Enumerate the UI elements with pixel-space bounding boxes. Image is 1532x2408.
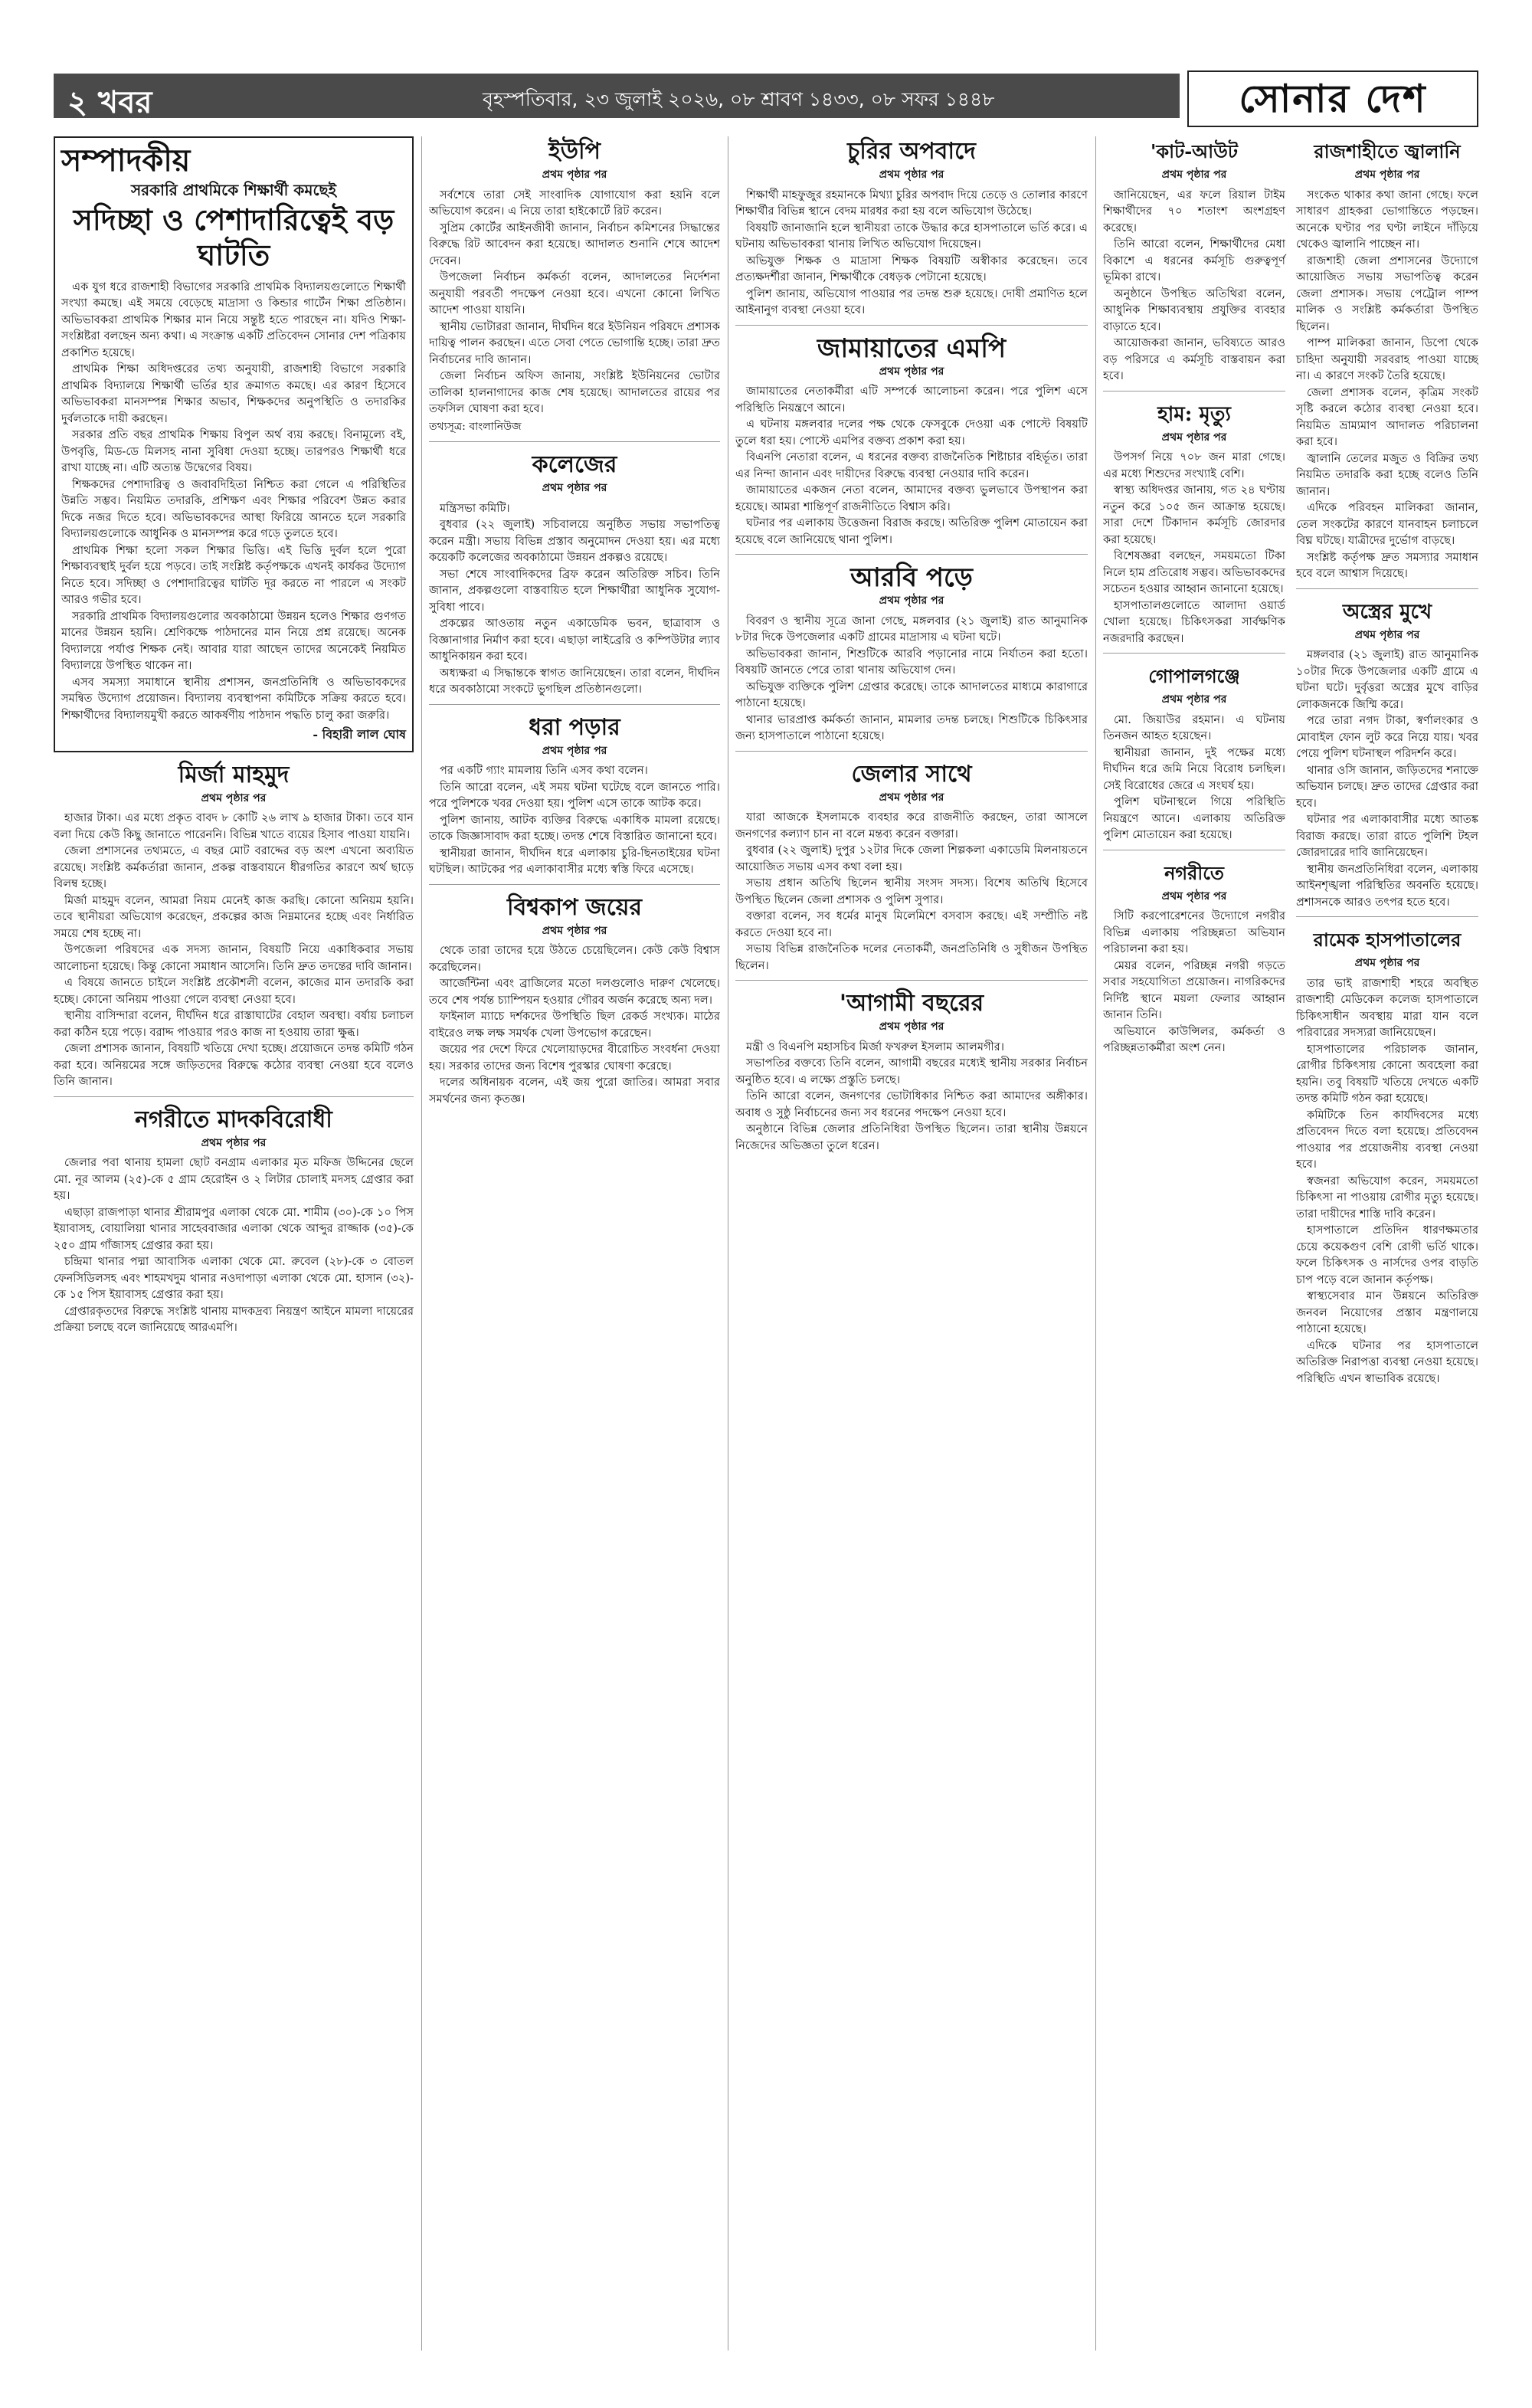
headline-gopal: গোপালগঞ্জে — [1148, 665, 1240, 687]
article-paragraph: সংশ্লিষ্ট কর্তৃপক্ষ দ্রুত সমস্যার সমাধান হবে বলে আশ্বাস দিয়েছে। — [1296, 550, 1478, 580]
article-paragraph: জেলা প্রশাসক জানান, বিষয়টি খতিয়ে দেখা হচ্ছে। প্রয়োজনে তদন্ত কমিটি গঠন করা হবে। অনিয়মের সঙ্গে জড়িতদের বিরুদ্ধে কঠোর ব্যবস্থা নেওয়া হবে বলেও তিনি জানান। — [54, 1042, 414, 1088]
article-paragraph: কমিটিকে তিন কার্যদিবসের মধ্যে প্রতিবেদন দিতে বলা হয়েছে। প্রতিবেদন পাওয়ার পর প্রয়োজনীয় ব্যবস্থা নেওয়া হবে। — [1296, 1108, 1478, 1171]
article-paragraph: থানার ভারপ্রাপ্ত কর্মকর্তা জানান, মামলার তদন্ত চলছে। শিশুটিকে চিকিৎসার জন্য হাসপাতালে পাঠানো হয়েছে। — [735, 713, 1088, 742]
article-paragraph: এ বিষয়ে জানতে চাইলে সংশ্লিষ্ট প্রকৌশলী বলেন, কাজের মান তদারকি করা হচ্ছে। কোনো অনিয়ম পাওয়া গেলে ব্যবস্থা নেওয়া হবে। — [54, 976, 414, 1006]
article-paragraph: স্বাস্থ্য অধিদপ্তর জানায়, গত ২৪ ঘণ্টায় নতুন করে ১০৫ জন আক্রান্ত হয়েছে। সারা দেশে টিকাদান কর্মসূচি জোরদার করা হয়েছে। — [1103, 483, 1285, 546]
article-paragraph: উপজেলা পরিষদের এক সদস্য জানান, বিষয়টি নিয়ে একাধিকবার সভায় আলোচনা হয়েছে। কিন্তু কোনো সমাধান আসেনি। তিনি দ্রুত তদন্তের দাবি জানান। — [54, 943, 414, 973]
article-paragraph: স্থানীয় বাসিন্দারা বলেন, দীর্ঘদিন ধরে রাস্তাঘাটের বেহাল অবস্থা। বর্ষায় চলাচল করা কঠিন হয়ে পড়ে। বরাদ্দ পাওয়ার পরও কাজ না হওয়ায় তারা ক্ষুব্ধ। — [54, 1009, 414, 1039]
article-paragraph: এদিকে ঘটনার পর হাসপাতালে অতিরিক্ত নিরাপত্তা ব্যবস্থা নেওয়া হয়েছে। পরিস্থিতি এখন স্বাভাবিক রয়েছে। — [1296, 1338, 1478, 1385]
article-paragraph: ঘটনার পর এলাকাবাসীর মধ্যে আতঙ্ক বিরাজ করছে। তারা রাতে পুলিশি টহল জোরদারের দাবি জানিয়েছেন। — [1296, 813, 1478, 859]
continued-label: প্রথম পৃষ্ঠার পর — [1161, 693, 1227, 706]
editorial-paragraph: সরকারি প্রাথমিক বিদ্যালয়গুলোর অবকাঠামো উন্নয়ন হলেও শিক্ষার গুণগত মানের উন্নয়ন হয়নি। শ্রেণিকক্ষে পাঠদানের মান নিয়ে প্রশ্ন রয়েছে। অনেক বিদ্যালয়ে পর্যাপ্ত শিক্ষক নেই। আবার যারা আছেন তাদের অনেকেই নিয়মিত বিদ্যালয়ে উপস্থিত থাকেন না। — [61, 609, 406, 672]
article-paragraph: জামায়াতের নেতাকর্মীরা এটি সম্পর্কে আলোচনা করেন। পরে পুলিশ এসে পরিস্থিতি নিয়ন্ত্রণে আনে। — [735, 385, 1088, 414]
article-paragraph: পাম্প মালিকরা জানান, ডিপো থেকে চাহিদা অনুযায়ী সরবরাহ পাওয়া যাচ্ছে না। এ কারণে সংকট তৈরি হয়েছে। — [1296, 336, 1478, 382]
headline-drug: নগরীতে মাদকবিরোধী — [135, 1106, 332, 1133]
headline-arabi: আরবি পড়ে — [850, 562, 973, 593]
article-paragraph: শিক্ষার্থী মাহফুজুর রহমানকে মিথ্যা চুরির অপবাদ দিয়ে তেড়ে ও তোলার কারণে শিক্ষার্থীর বিভিন্ন স্থানে বেদম মারধর করা হয় বলে অভিযোগ উঠেছে। — [735, 188, 1088, 218]
article-paragraph: পুলিশ জানায়, অভিযোগ পাওয়ার পর তদন্ত শুরু হয়েছে। দোষী প্রমাণিত হলে আইনানুগ ব্যবস্থা নেওয়া হবে। — [735, 287, 1088, 316]
article-paragraph: বিশেষজ্ঞরা বলছেন, সময়মতো টিকা নিলে হাম প্রতিরোধ সম্ভব। অভিভাবকদের সচেতন হওয়ার আহ্বান জানানো হয়েছে। — [1103, 549, 1285, 595]
editorial-box — [54, 136, 414, 752]
continued-label: প্রথম পৃষ্ঠার পর — [542, 924, 607, 937]
article-paragraph: মো. জিয়াউর রহমান। এ ঘটনায় তিনজন আহত হয়েছেন। — [1103, 713, 1285, 742]
editorial-paragraph: প্রাথমিক শিক্ষা হলো সকল শিক্ষার ভিত্তি। এই ভিত্তি দুর্বল হলে পুরো শিক্ষাব্যবস্থাই দুর্বল হয়ে পড়বে। তাই সংশ্লিষ্ট কর্তৃপক্ষকে এখনই কার্যকর উদ্যোগ নিতে হবে। সদিচ্ছা ও পেশাদারিত্বের ঘাটতি দূর করতে না পারলে এ সংকট আরও গভীর হবে। — [61, 543, 406, 606]
column-1 — [54, 136, 414, 2351]
date-line: বৃহস্পতিবার, ২৩ জুলাই ২০২৬, ০৮ শ্রাবণ ১৪৩৩, ০৮ সফর ১৪৪৮ — [483, 88, 995, 110]
continued-label: প্রথম পৃষ্ঠার পর — [542, 744, 607, 757]
article-paragraph: সভায় বিভিন্ন রাজনৈতিক দলের নেতাকর্মী, জনপ্রতিনিধি ও সুধীজন উপস্থিত ছিলেন। — [735, 942, 1088, 972]
article-paragraph: অভিযুক্ত শিক্ষক ও মাদ্রাসা শিক্ষক বিষয়টি অস্বীকার করেছেন। তবে প্রত্যক্ষদর্শীরা জানান, শিক্ষার্থীকে বেধড়ক পেটানো হয়েছে। — [735, 254, 1088, 283]
article-paragraph: তার ভাই রাজশাহী শহরে অবস্থিত রাজশাহী মেডিকেল কলেজ হাসপাতালে চিকিৎসাধীন অবস্থায় মারা যান বলে পরিবারের সদস্যরা জানিয়েছেন। — [1296, 976, 1478, 1039]
editorial-subtitle: সরকারি প্রাথমিকে শিক্ষার্থী কমছেই — [130, 181, 337, 199]
editorial-paragraph: সরকার প্রতি বছর প্রাথমিক শিক্ষায় বিপুল অর্থ ব্যয় করছে। বিনামূল্যে বই, উপবৃত্তি, মিড-ডে মিলসহ নানা সুবিধা দেওয়া হচ্ছে। তারপরও শিক্ষার্থী ধরে রাখা যাচ্ছে না। এটি অত্যন্ত উদ্বেগের বিষয়। — [61, 428, 406, 474]
article-paragraph: দলের অধিনায়ক বলেন, এই জয় পুরো জাতির। আমরা সবার সমর্থনের জন্য কৃতজ্ঞ। — [429, 1076, 720, 1106]
column-3 — [735, 136, 1088, 2351]
article-paragraph: যারা আজকে ইসলামকে ব্যবহার করে রাজনীতি করছেন, তারা আসলে জনগণের কল্যাণ চান না বলে মন্তব্য করেন বক্তারা। — [735, 811, 1088, 840]
article-paragraph: এছাড়া রাজপাড়া থানার শ্রীরামপুর এলাকা থেকে মো. শামীম (৩০)-কে ১০ পিস ইয়াবাসহ, বোয়ালিয়া থানার সাহেববাজার এলাকা থেকে আব্দুর রাজ্জাক (৩৫)-কে ২৫০ গ্রাম গাঁজাসহ গ্রেপ্তার করা হয়। — [54, 1205, 414, 1252]
headline-ramek: রামেক হাসপাতালের — [1313, 929, 1462, 951]
editorial-headline: সদিচ্ছা ও পেশাদারিত্বেই বড় ঘাটতি — [73, 201, 394, 272]
article-paragraph: মির্জা মাহমুদ বলেন, আমরা নিয়ম মেনেই কাজ করছি। কোনো অনিয়ম হয়নি। তবে স্থানীয়রা অভিযোগ করেছেন, প্রকল্পের কাজ নিম্নমানের হচ্ছে এবং নির্ধারিত সময়ে শেষ হচ্ছে না। — [54, 893, 414, 940]
article-paragraph: স্থানীয়রা জানান, দুই পক্ষের মধ্যে দীর্ঘদিন ধরে জমি নিয়ে বিরোধ চলছিল। সেই বিরোধের জেরে এ সংঘর্ষ হয়। — [1103, 745, 1285, 792]
article-paragraph: অধ্যক্ষরা এ সিদ্ধান্তকে স্বাগত জানিয়েছেন। তারা বলেন, দীর্ঘদিন ধরে অবকাঠামো সংকটে ভুগছিল প্রতিষ্ঠানগুলো। — [429, 666, 720, 696]
article-paragraph: এদিকে পরিবহন মালিকরা জানান, তেল সংকটের কারণে যানবাহন চলাচলে বিঘ্ন ঘটছে। যাত্রীদের দুর্ভোগ বাড়ছে। — [1296, 501, 1478, 547]
article-paragraph: মঙ্গলবার (২১ জুলাই) রাত আনুমানিক ১০টার দিকে উপজেলার একটি গ্রামে এ ঘটনা ঘটে। দুর্বৃত্তরা অস্ত্রের মুখে বাড়ির লোকজনকে জিম্মি করে। — [1296, 648, 1478, 711]
article-paragraph: সভা শেষে সাংবাদিকদের ব্রিফ করেন অতিরিক্ত সচিব। তিনি জানান, প্রকল্পগুলো বাস্তবায়িত হলে শিক্ষার্থীরা আধুনিক সুযোগ-সুবিধা পাবে। — [429, 567, 720, 614]
article-paragraph: জেলার পবা থানায় হামলা ছোট বনগ্রাম এলাকার মৃত মফিজ উদ্দিনের ছেলে মো. নূর আলম (২৫)-কে ৫ গ্রাম হেরোইন ও ২ লিটার চোলাই মদসহ গ্রেপ্তার করা হয়। — [54, 1156, 414, 1202]
article-paragraph: অভিযুক্ত ব্যক্তিকে পুলিশ গ্রেপ্তার করেছে। তাকে আদালতের মাধ্যমে কারাগারে পাঠানো হয়েছে। — [735, 680, 1088, 709]
article-paragraph: বিষয়টি জানাজানি হলে স্থানীয়রা তাকে উদ্ধার করে হাসপাতালে ভর্তি করে। এ ঘটনায় অভিভাবকরা থানায় লিখিত অভিযোগ দিয়েছেন। — [735, 221, 1088, 251]
headline-nogori: নগরীতে — [1164, 861, 1224, 884]
page-label: ২ খবর — [67, 85, 152, 120]
continued-label: প্রথম পৃষ্ঠার পর — [879, 169, 944, 181]
article-paragraph: স্থানীয় ভোটাররা জানান, দীর্ঘদিন ধরে ইউনিয়ন পরিষদে প্রশাসক দায়িত্ব পালন করছেন। এতে সেবা পেতে ভোগান্তি হচ্ছে। তারা দ্রুত নির্বাচনের দাবি জানান। — [429, 319, 720, 366]
article-paragraph: তিনি আরো বলেন, এই সময় ঘটনা ঘটেছে বলে জানতে পারি। পরে পুলিশকে খবর দেওয়া হয়। পুলিশ এসে তাকে আটক করে। — [429, 780, 720, 810]
header-bar — [54, 74, 1180, 118]
article-paragraph: অভিযানে কাউন্সিলর, কর্মকর্তা ও পরিচ্ছন্নতাকর্মীরা অংশ নেন। — [1103, 1024, 1285, 1054]
article-paragraph: চন্দ্রিমা থানার পদ্মা আবাসিক এলাকা থেকে মো. রুবেল (২৮)-কে ৩ বোতল ফেনসিডিলসহ এবং শাহমখদুম থানার নওদাপাড়া এলাকা থেকে মো. হাসান (৩২)-কে ১৫ পিস ইয়াবাসহ গ্রেপ্তার করা হয়। — [54, 1255, 414, 1301]
editorial-paragraph: এক যুগ ধরে রাজশাহী বিভাগের সরকারি প্রাথমিক বিদ্যালয়গুলোতে শিক্ষার্থী সংখ্যা কমছে। এই সময়ে বেড়েছে মাদ্রাসা ও কিন্ডার গার্টেন শিক্ষা প্রতিষ্ঠান। অভিভাবকরা প্রাথমিক শিক্ষার মান নিয়ে সন্তুষ্ট হতে পারছেন না। যদিও শিক্ষা-সংশ্লিষ্টরা বলছেন অন্য কথা। এ সংক্রান্ত একটি প্রতিবেদন সোনার দেশ পত্রিকায় প্রকাশিত হয়েছে। — [61, 280, 406, 359]
article-paragraph: হাসপাতালগুলোতে আলাদা ওয়ার্ড খোলা হয়েছে। চিকিৎসকরা সার্বক্ষণিক নজরদারি করছেন। — [1103, 598, 1285, 645]
continued-label: প্রথম পৃষ্ঠার পর — [879, 595, 944, 607]
article-paragraph: পুলিশ ঘটনাস্থলে গিয়ে পরিস্থিতি নিয়ন্ত্রণে আনে। এলাকায় অতিরিক্ত পুলিশ মোতায়েন করা হয়েছে। — [1103, 795, 1285, 841]
editorial-paragraph: এসব সমস্যা সমাধানে স্থানীয় প্রশাসন, জনপ্রতিনিধি ও অভিভাবকদের সমন্বিত উদ্যোগ প্রয়োজন। বিদ্যালয় ব্যবস্থাপনা কমিটিকে সক্রিয় করতে হবে। শিক্ষার্থীদের বিদ্যালয়মুখী করতে আকর্ষণীয় পাঠদান পদ্ধতি চালু করা জরুরি। — [61, 675, 406, 722]
article-paragraph: তিনি আরো বলেন, জনগণের ভোটাধিকার নিশ্চিত করা আমাদের অঙ্গীকার। অবাধ ও সুষ্ঠু নির্বাচনের জন্য সব ধরনের পদক্ষেপ নেওয়া হবে। — [735, 1089, 1088, 1119]
article-paragraph: জেলা নির্বাচন অফিস জানায়, সংশ্লিষ্ট ইউনিয়নের ভোটার তালিকা হালনাগাদের কাজ শেষ হয়েছে। আদালতের রায়ের পর তফসিল ঘোষণা করা হবে। — [429, 369, 720, 415]
article-paragraph: বুধবার (২২ জুলাই) দুপুর ১২টার দিকে জেলা শিল্পকলা একাডেমি মিলনায়তনে আয়োজিত সভায় এসব কথা বলা হয়। — [735, 844, 1088, 873]
article-paragraph: আয়োজকরা জানান, ভবিষ্যতে আরও বড় পরিসরে এ কর্মসূচি বাস্তবায়ন করা হবে। — [1103, 336, 1285, 382]
column-2 — [429, 136, 720, 2351]
headline-churi: চুরির অপবাদে — [847, 138, 976, 165]
article-paragraph: মন্ত্রিসভা কমিটি। — [440, 501, 510, 515]
editorial-signature: - বিহারী লাল ঘোষ — [313, 727, 406, 742]
article-paragraph: হাসপাতালের পরিচালক জানান, রোগীর চিকিৎসায় কোনো অবহেলা করা হয়নি। তবু বিষয়টি খতিয়ে দেখতে একটি তদন্ত কমিটি গঠন করা হয়েছে। — [1296, 1042, 1478, 1105]
headline-mirza: মির্জা মাহমুদ — [178, 761, 290, 788]
article-paragraph: এ ঘটনায় মঙ্গলবার দলের পক্ষ থেকে ফেসবুকে দেওয়া এক পোস্টে বিষয়টি তুলে ধরা হয়। পোস্টে এমপির বক্তব্য প্রকাশ করা হয়। — [735, 418, 1088, 447]
headline-cutout: 'কাট-আউট — [1151, 140, 1238, 162]
article-paragraph: স্থানীয় জনপ্রতিনিধিরা বলেন, এলাকায় আইনশৃঙ্খলা পরিস্থিতির অবনতি হয়েছে। প্রশাসনকে আরও তৎপর হতে হবে। — [1296, 862, 1478, 909]
article-paragraph: জয়ের পর দেশে ফিরে খেলোয়াড়দের বীরোচিত সংবর্ধনা দেওয়া হয়। সরকার তাদের জন্য বিশেষ পুরস্কার ঘোষণা করেছে। — [429, 1043, 720, 1073]
continued-label: প্রথম পৃষ্ঠার পর — [1354, 628, 1420, 641]
article-paragraph: ফাইনাল ম্যাচে দর্শকদের উপস্থিতি ছিল রেকর্ড সংখ্যক। মাঠের বাইরেও লক্ষ লক্ষ সমর্থক খেলা উপভোগ করেছেন। — [429, 1010, 720, 1040]
page-header — [54, 74, 1478, 124]
article-paragraph: পুলিশ জানায়, আটক ব্যক্তির বিরুদ্ধে একাধিক মামলা রয়েছে। তাকে জিজ্ঞাসাবাদ করা হচ্ছে। তদন্ত শেষে বিস্তারিত জানানো হবে। — [429, 813, 720, 843]
article-paragraph: সংকেত থাকার কথা জানা গেছে। ফলে সাধারণ গ্রাহকরা ভোগান্তিতে পড়ছেন। অনেকে ঘণ্টার পর ঘণ্টা লাইনে দাঁড়িয়ে থেকেও জ্বালানি পাচ্ছেন না। — [1296, 188, 1478, 251]
article-paragraph: সভায় প্রধান অতিথি ছিলেন স্থানীয় সংসদ সদস্য। বিশেষ অতিথি হিসেবে উপস্থিত ছিলেন জেলা প্রশাসক ও পুলিশ সুপার। — [735, 876, 1088, 906]
article-paragraph: অভিভাবকরা জানান, শিশুটিকে আরবি পড়ানোর নামে নির্যাতন করা হতো। বিষয়টি জানতে পেরে তারা থানায় অভিযোগ দেন। — [735, 647, 1088, 677]
article-paragraph: বিবরণ ও স্থানীয় সূত্রে জানা গেছে, মঙ্গলবার (২১ জুলাই) রাত আনুমানিক ৮টার দিকে উপজেলার একটি গ্রামের মাদ্রাসায় এ ঘটনা ঘটে। — [735, 614, 1088, 644]
article-paragraph: রাজশাহী জেলা প্রশাসনের উদ্যোগে আয়োজিত সভায় সভাপতিত্ব করেন জেলা প্রশাসক। সভায় পেট্রোল পাম্প মালিক ও সংশ্লিষ্ট কর্মকর্তারা উপস্থিত ছিলেন। — [1296, 254, 1478, 333]
article-paragraph: জেলা প্রশাসক বলেন, কৃত্রিম সংকট সৃষ্টি করলে কঠোর ব্যবস্থা নেওয়া হবে। নিয়মিত ভ্রাম্যমাণ আদালত পরিচালনা করা হবে। — [1296, 385, 1478, 448]
article-paragraph: সর্বশেষে তারা সেই সাংবাদিক যোগাযোগ করা হয়নি বলে অভিযোগ করেন। এ নিয়ে তারা হাইকোর্টে রিট করেন। — [429, 188, 720, 218]
source-line: তথ্যসূত্র: বাংলানিউজ — [429, 420, 522, 433]
article-paragraph: জ্বালানি তেলের মজুত ও বিক্রির তথ্য নিয়মিত তদারকি করা হচ্ছে বলেও তিনি জানান। — [1296, 451, 1478, 498]
article-paragraph: স্থানীয়রা জানান, দীর্ঘদিন ধরে এলাকায় চুরি-ছিনতাইয়ের ঘটনা ঘটছিল। আটকের পর এলাকাবাসীর মধ্যে স্বস্তি ফিরে এসেছে। — [429, 846, 720, 876]
continued-label: প্রথম পৃষ্ঠার পর — [1354, 169, 1420, 181]
article-paragraph: থেকে তারা তাদের হয়ে উঠতে চেয়েছিলেন। কেউ কেউ বিশ্বাস করেছিলেন। — [429, 944, 720, 974]
article-paragraph: থানার ওসি জানান, জড়িতদের শনাক্তে অভিযান চলছে। দ্রুত তাদের গ্রেপ্তার করা হবে। — [1296, 763, 1478, 810]
article-paragraph: প্রকল্পের আওতায় নতুন একাডেমিক ভবন, ছাত্রাবাস ও বিজ্ঞানাগার নির্মাণ করা হবে। এছাড়া লাইব্রেরি ও কম্পিউটার ল্যাব আধুনিকায়ন করা হবে। — [429, 617, 720, 663]
article-paragraph: অনুষ্ঠানে বিভিন্ন জেলার প্রতিনিধিরা উপস্থিত ছিলেন। তারা স্থানীয় উন্নয়নে নিজেদের অভিজ্ঞতা তুলে ধরেন। — [735, 1122, 1088, 1152]
article-paragraph: সুপ্রিম কোর্টের আইনজীবী জানান, নির্বাচন কমিশনের সিদ্ধান্তের বিরুদ্ধে রিট আবেদন করা হয়েছে। আদালত শুনানি শেষে আদেশ দেবেন। — [429, 221, 720, 267]
article-paragraph: স্বাস্থ্যসেবার মান উন্নয়নে অতিরিক্ত জনবল নিয়োগের প্রস্তাব মন্ত্রণালয়ে পাঠানো হয়েছে। — [1296, 1289, 1478, 1335]
headline-jamaat: জামায়াতের এমপি — [817, 333, 1007, 364]
headline-ostro: অস্ত্রের মুখে — [1342, 600, 1432, 624]
headline-ham: হাম: মৃত্যু — [1157, 402, 1231, 426]
headline-agami: 'আগামী বছরের — [839, 990, 984, 1017]
article-paragraph: উপসর্গ নিয়ে ৭০৮ জন মারা গেছে। এর মধ্যে শিশুদের সংখ্যাই বেশি। — [1103, 450, 1285, 480]
headline-worldcup: বিশ্বকাপ জয়ের — [507, 893, 642, 921]
editorial-title: সম্পাদকীয় — [61, 143, 191, 179]
article-paragraph: মেয়র বলেন, পরিচ্ছন্ন নগরী গড়তে সবার সহযোগিতা প্রয়োজন। নাগরিকদের নির্দিষ্ট স্থানে ময়লা ফেলার আহ্বান জানান তিনি। — [1103, 958, 1285, 1021]
article-paragraph: অনুষ্ঠানে উপস্থিত অতিথিরা বলেন, আধুনিক শিক্ষাব্যবস্থায় প্রযুক্তির ব্যবহার বাড়াতে হবে। — [1103, 287, 1285, 333]
headline-rajshahi: রাজশাহীতে জ্বালানি — [1314, 140, 1461, 162]
article-paragraph: গ্রেপ্তারকৃতদের বিরুদ্ধে সংশ্লিষ্ট থানায় মাদকদ্রব্য নিয়ন্ত্রণ আইনে মামলা দায়েরের প্রক্রিয়া চলছে বলে জানিয়েছে আরএমপি। — [54, 1304, 414, 1334]
continued-label: প্রথম পৃষ্ঠার পর — [1161, 169, 1227, 181]
article-paragraph: বক্তারা বলেন, সব ধর্মের মানুষ মিলেমিশে বসবাস করছে। এই সম্প্রীতি নষ্ট করতে দেওয়া হবে না। — [735, 909, 1088, 939]
continued-label: প্রথম পৃষ্ঠার পর — [201, 791, 267, 804]
editorial-paragraph: শিক্ষকদের পেশাদারিত্ব ও জবাবদিহিতা নিশ্চিত করা গেলে এ পরিস্থিতির উন্নতি সম্ভব। নিয়মিত তদারকি, প্রশিক্ষণ এবং শিক্ষার পরিবেশ উন্নত করার দিকে নজর দিতে হবে। অভিভাবকদের আস্থা ফিরিয়ে আনতে হলে সরকারি বিদ্যালয়গুলোকে আধুনিক ও মানসম্পন্ন করে গড়ে তুলতে হবে। — [61, 477, 406, 540]
article-paragraph: হাজার টাকা। এর মধ্যে প্রকৃত বাবদ ৮ কোটি ২৬ লাখ ৯ হাজার টাকা। তবে যান বলা দিয়ে কেউ কিছু জানাতে পারেননি। বিভিন্ন খাতে ব্যয়ের হিসাব পাওয়া যায়নি। — [54, 811, 414, 841]
article-paragraph: পরে তারা নগদ টাকা, স্বর্ণালংকার ও মোবাইল ফোন লুট করে নিয়ে যায়। খবর পেয়ে পুলিশ ঘটনাস্থল পরিদর্শন করে। — [1296, 714, 1478, 760]
continued-label: প্রথম পৃষ্ঠার পর — [879, 1021, 944, 1033]
continued-label: প্রথম পৃষ্ঠার পর — [542, 169, 607, 181]
headline-kaljer: কলেজের — [532, 451, 617, 478]
continued-label: প্রথম পৃষ্ঠার পর — [542, 482, 607, 494]
editorial-paragraph: প্রাথমিক শিক্ষা অধিদপ্তরের তথ্য অনুযায়ী, রাজশাহী বিভাগে সরকারি প্রাথমিক বিদ্যালয়ে শিক্ষার্থী ভর্তির হার ক্রমাগত কমছে। এর কারণ হিসেবে অভিভাবকরা মানসম্পন্ন শিক্ষার অভাব, শিক্ষকদের অনুপস্থিতি ও তদারকির দুর্বলতাকে দায়ী করছেন। — [61, 362, 406, 425]
article-paragraph: বিএনপি নেতারা বলেন, এ ধরনের বক্তব্য রাজনৈতিক শিষ্টাচার বহির্ভূত। তারা এর নিন্দা জানান এবং দায়ীদের বিরুদ্ধে ব্যবস্থা নেওয়ার দাবি করেন। — [735, 450, 1088, 480]
article-paragraph: স্বজনরা অভিযোগ করেন, সময়মতো চিকিৎসা না পাওয়ায় রোগীর মৃত্যু হয়েছে। তারা দায়ীদের শাস্তি দাবি করেন। — [1296, 1174, 1478, 1220]
headline-dhora: ধরা পড়ার — [529, 713, 620, 741]
article-paragraph: উপজেলা নির্বাচন কর্মকর্তা বলেন, আদালতের নির্দেশনা অনুযায়ী পরবর্তী পদক্ষেপ নেওয়া হবে। এখনো কোনো লিখিত আদেশ পাওয়া যায়নি। — [429, 270, 720, 316]
continued-label: প্রথম পৃষ্ঠার পর — [879, 365, 944, 378]
continued-label: প্রথম পৃষ্ঠার পর — [1161, 889, 1227, 903]
article-paragraph: হাসপাতালে প্রতিদিন ধারণক্ষমতার চেয়ে কয়েকগুণ বেশি রোগী ভর্তি থাকে। ফলে চিকিৎসক ও নার্সদের ওপর বাড়তি চাপ পড়ে বলে জানান কর্তৃপক্ষ। — [1296, 1224, 1478, 1286]
continued-label: প্রথম পৃষ্ঠার পর — [201, 1136, 267, 1149]
article-paragraph: বুধবার (২২ জুলাই) সচিবালয়ে অনুষ্ঠিত সভায় সভাপতিত্ব করেন মন্ত্রী। সভায় বিভিন্ন প্রস্তাব অনুমোদন দেওয়া হয়। এর মধ্যে কয়েকটি কলেজের অবকাঠামো উন্নয়ন প্রকল্পও রয়েছে। — [429, 518, 720, 564]
continued-label: প্রথম পৃষ্ঠার পর — [1354, 957, 1420, 969]
column-4 — [1103, 136, 1478, 2351]
continued-label: প্রথম পৃষ্ঠার পর — [1161, 431, 1227, 444]
article-paragraph: জেলা প্রশাসনের তথ্যমতে, এ বছর মোট বরাদ্দের বড় অংশ এখনো অব্যয়িত রয়েছে। সংশ্লিষ্ট কর্মকর্তারা জানান, প্রকল্প বাস্তবায়নে ধীরগতির কারণে অর্থ ছাড়ে বিলম্ব হচ্ছে। — [54, 844, 414, 890]
article-paragraph: তিনি আরো বলেন, শিক্ষার্থীদের মেধা বিকাশে এ ধরনের কর্মসূচি গুরুত্বপূর্ণ ভূমিকা রাখে। — [1103, 238, 1285, 283]
article-paragraph: সিটি করপোরেশনের উদ্যোগে নগরীর বিভিন্ন এলাকায় পরিচ্ছন্নতা অভিযান পরিচালনা করা হয়। — [1103, 909, 1285, 955]
article-paragraph: জানিয়েছেন, এর ফলে রিয়াল টাইম শিক্ষার্থীদের ৭০ শতাংশ অংশগ্রহণ করেছে। — [1103, 188, 1285, 234]
article-paragraph: ঘটনার পর এলাকায় উত্তেজনা বিরাজ করছে। অতিরিক্ত পুলিশ মোতায়েন করা হয়েছে বলে জানিয়েছে থানা পুলিশ। — [735, 516, 1088, 546]
headline-ubp: ইউপি — [548, 138, 601, 165]
article-paragraph: আর্জেন্টিনা এবং ব্রাজিলের মতো দলগুলোও দারুণ খেলেছে। তবে শেষ পর্যন্ত চ্যাম্পিয়ন হওয়ার গৌরব অর্জন করেছে অন্য দল। — [429, 977, 720, 1007]
article-paragraph: সভাপতির বক্তব্যে তিনি বলেন, আগামী বছরের মধ্যেই স্থানীয় সরকার নির্বাচন অনুষ্ঠিত হবে। এ লক্ষ্যে প্রস্তুতি চলছে। — [735, 1057, 1088, 1086]
newspaper-brand: সোনার দেশ — [1187, 70, 1478, 127]
continued-label: প্রথম পৃষ্ঠার পর — [879, 791, 944, 804]
article-paragraph: জামায়াতের একজন নেতা বলেন, আমাদের বক্তব্য ভুলভাবে উপস্থাপন করা হয়েছে। আমরা শান্তিপূর্ণ রাজনীতিতে বিশ্বাস করি। — [735, 483, 1088, 513]
article-paragraph: পর একটি গ্যাং মামলায় তিনি এসব কথা বলেন। — [440, 764, 648, 777]
article-paragraph: মন্ত্রী ও বিএনপি মহাসচিব মির্জা ফখরুল ইসলাম আলমগীর। — [746, 1040, 1004, 1053]
headline-jela: জেলার সাথে — [851, 760, 972, 788]
